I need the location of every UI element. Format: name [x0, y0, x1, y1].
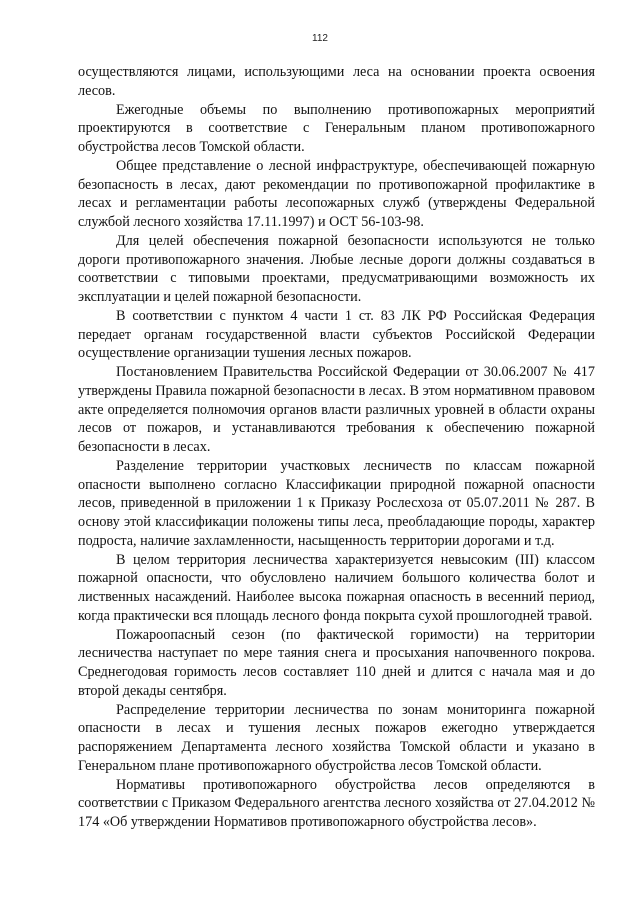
paragraph: Постановлением Правительства Российской Федерации от 30.06.2007 № 417 утверждены Правила пожарной безопасности в лесах. В этом нормативном правовом акте определяется полномочия органов власти различных уровней в области охраны лесов от пожаров, и устанавливаются требования к обеспечению пожарной безопасности в лесах.: [78, 364, 595, 455]
paragraph: Пожароопасный сезон (по фактической горимости) на территории лесничества наступает по мере таяния снега и просыхания напочвенного покрова. Среднегодовая горимость лесов составляет 110 дней и длится с начала мая и до второй декады сентября.: [78, 626, 595, 699]
paragraph: Общее представление о лесной инфраструктуре, обеспечивающей пожарную безопасность в лесах, дают рекомендации по противопожарной профилактике в лесах и регламентации работы лесопожарных служб (утверждены Федеральной службой лесного хозяйства 17.11.1997) и ОСТ 56-103-98.: [78, 157, 595, 230]
paragraph: Распределение территории лесничества по зонам мониторинга пожарной опасности в лесах и тушения лесных пожаров ежегодно утверждается распоряжением Департамента лесного хозяйства Томской области и указано в Генеральном плане противопожарного обустройства лесов Томской области.: [78, 701, 595, 774]
paragraph: Ежегодные объемы по выполнению противопожарных мероприятий проектируются в соответствие с Генеральным планом противопожарного обустройства лесов Томской области.: [78, 101, 595, 155]
paragraph: Для целей обеспечения пожарной безопасности используются не только дороги противопожарного значения. Любые лесные дороги должны создаваться в соответствии с типовыми проектами, предусматривающими возможность их эксплуатации и целей пожарной безопасности.: [78, 232, 595, 305]
paragraph: В соответствии с пунктом 4 части 1 ст. 83 ЛК РФ Российская Федерация передает органам государственной власти субъектов Российской Федерации осуществление организации тушения лесных пожаров.: [78, 307, 595, 362]
document-body: [78, 63, 595, 832]
paragraph: Нормативы противопожарного обустройства лесов определяются в соответствии с Приказом Федерального агентства лесного хозяйства от 27.04.2012 № 174 «Об утверждении Нормативов противопожарного обустройства лесов».: [78, 776, 595, 830]
paragraph: Разделение территории участковых лесничеств по классам пожарной опасности выполнено согласно Классификации природной пожарной опасности лесов, приведенной в приложении 1 к Приказу Рослесхоза от 05.07.2011 № 287. В основу этой классификации положены типы леса, преобладающие породы, характер подроста, наличие захламленности, насыщенность территории дорогами и т.д.: [78, 457, 595, 549]
paragraph-continuation: осуществляются лицами, использующими леса на основании проекта освоения лесов.: [78, 64, 595, 99]
page-number: 112: [312, 33, 328, 44]
paragraph: В целом территория лесничества характеризуется невысоким (III) классом пожарной опасности, что обусловлено наличием большого количества болот и лиственных насаждений. Наиболее высока пожарная опасность в весенний период, когда практически вся площадь лесного фонда покрыта сухой прошлогодней травой.: [78, 551, 595, 624]
